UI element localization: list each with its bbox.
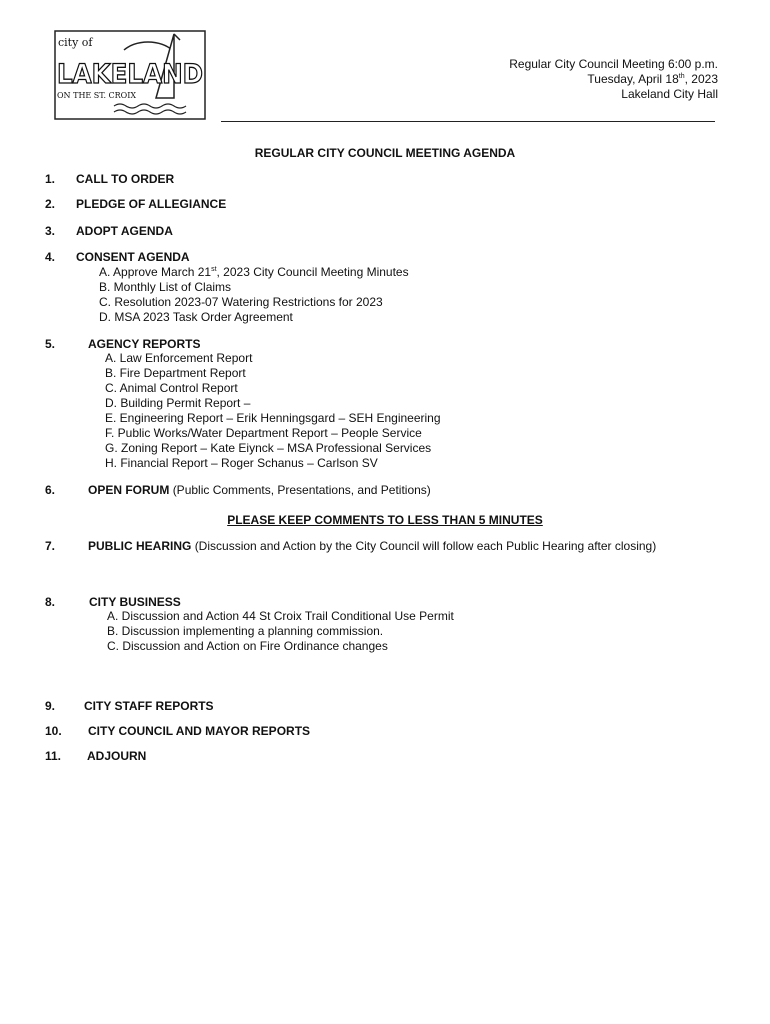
item-label-pledge: PLEDGE OF ALLEGIANCE [76,197,227,211]
item-number: 8. [45,595,56,609]
agency-reports-list [105,351,441,471]
item-number: 6. [45,483,56,497]
agency-item: C. Animal Control Report [105,381,238,395]
item-number: 3. [45,224,56,238]
item-number: 7. [45,539,56,553]
business-item: A. Discussion and Action 44 St Croix Trail Conditional Use Permit [107,609,454,623]
city-business-list [107,609,454,654]
item-label-adopt-agenda: ADOPT AGENDA [76,224,173,238]
agency-item: G. Zoning Report – Kate Eiynck – MSA Professional Services [105,441,432,455]
item-label-staff-reports: CITY STAFF REPORTS [84,699,214,713]
city-logo [54,28,206,121]
item-number: 9. [45,699,56,713]
agency-item: H. Financial Report – Roger Schanus – Carlson SV [105,456,378,470]
agency-item: D. Building Permit Report – [105,396,251,410]
business-item: C. Discussion and Action on Fire Ordinance changes [107,639,388,653]
item-number: 11. [45,749,62,763]
logo-line1: city of [58,36,93,49]
agency-item: F. Public Works/Water Department Report – People Service [105,426,422,440]
item-label-council-reports: CITY COUNCIL AND MAYOR REPORTS [88,724,311,738]
agency-item: B. Fire Department Report [105,366,246,380]
item-open-forum [88,483,431,497]
item-label-agency-reports: AGENCY REPORTS [88,337,201,351]
item-label-public-hearing: PUBLIC HEARING [88,539,192,553]
business-item: B. Discussion implementing a planning commission. [107,624,384,638]
item-label-adjourn: ADJOURN [87,749,147,763]
meeting-type: Regular City Council Meeting 6:00 p.m. [509,57,718,71]
item-number: 2. [45,197,56,211]
comment-reminder: PLEASE KEEP COMMENTS TO LESS THAN 5 MINUTES [227,513,543,527]
header-divider [221,121,715,122]
item-label-city-business: CITY BUSINESS [89,595,181,609]
agency-item: A. Law Enforcement Report [105,351,253,365]
item-number: 5. [45,337,56,351]
item-public-hearing [88,539,656,553]
item-number: 1. [45,172,56,186]
lakeland-logo-graphic [54,28,206,121]
item-note-public-hearing: (Discussion and Action by the City Council will follow each Public Hearing after closing) [194,539,657,553]
item-label-call-to-order: CALL TO ORDER [76,172,175,186]
meeting-location: Lakeland City Hall [621,87,718,101]
consent-item-b: B. Monthly List of Claims [99,280,232,294]
agenda-title: REGULAR CITY COUNCIL MEETING AGENDA [254,146,516,160]
item-number: 10. [45,724,62,738]
item-label-open-forum: OPEN FORUM [88,483,170,497]
item-note-open-forum: (Public Comments, Presentations, and Petitions) [172,483,431,497]
meeting-date: Tuesday, April 18th, 2023 [587,72,718,86]
item-number: 4. [45,250,56,264]
consent-item-c: C. Resolution 2023-07 Watering Restrictions for 2023 [99,295,383,309]
consent-agenda-list [99,265,409,325]
agency-item: E. Engineering Report – Erik Henningsgard – SEH Engineering [105,411,441,425]
item-label-consent-agenda: CONSENT AGENDA [76,250,190,264]
consent-item-a: A. Approve March 21st, 2023 City Council Meeting Minutes [99,265,409,279]
logo-line3: ON THE ST. CROIX [57,91,137,100]
consent-item-d: D. MSA 2023 Task Order Agreement [99,310,293,324]
logo-word: LAKELAND [57,59,203,90]
